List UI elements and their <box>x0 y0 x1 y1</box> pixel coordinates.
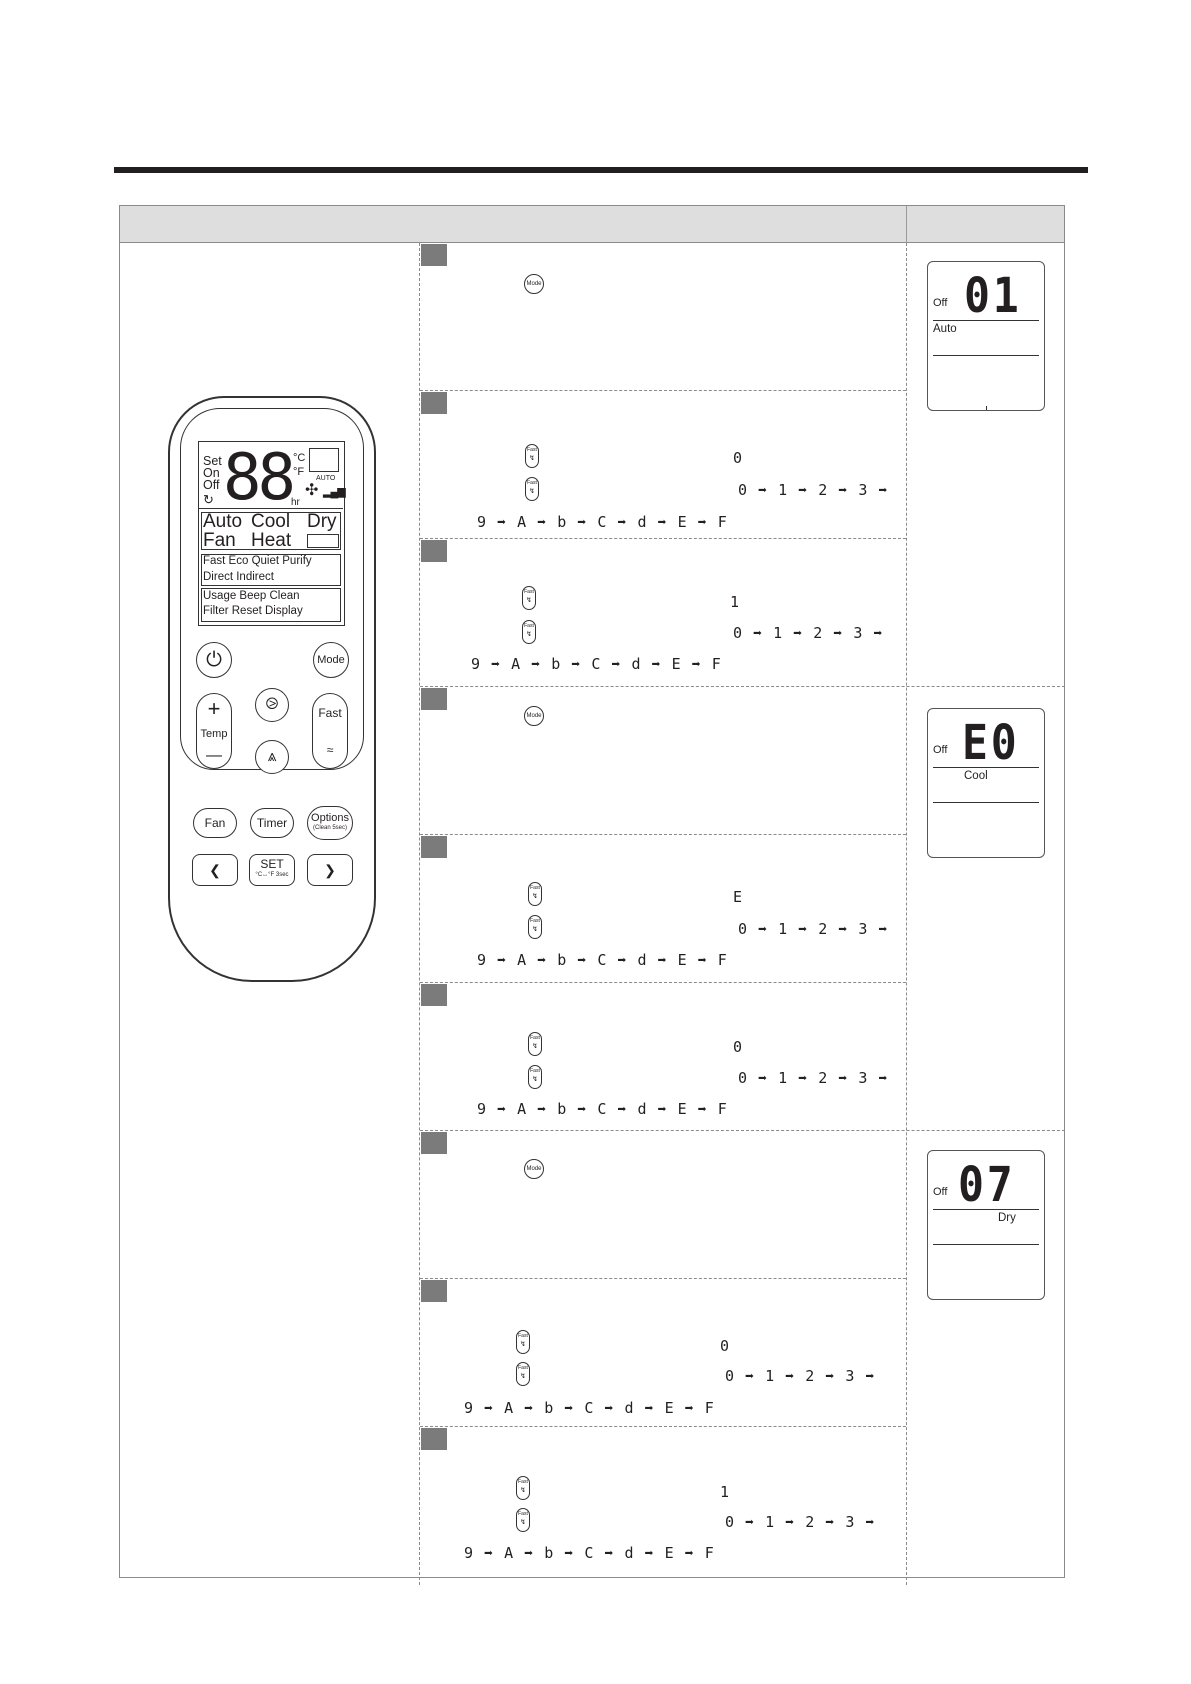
lcd-row-filter: Filter Reset Display <box>203 605 303 617</box>
row-divider <box>420 1426 906 1427</box>
minus-icon: — <box>206 747 222 764</box>
digit-sequence: 9 ➡ A ➡ b ➡ C ➡ d ➡ E ➡ F <box>464 1544 715 1562</box>
row-divider <box>420 982 906 983</box>
lcd-auto-mode: Auto <box>203 511 243 532</box>
display-preview <box>927 261 1045 411</box>
options-button[interactable] <box>307 806 353 840</box>
step-marker <box>421 244 447 266</box>
header-divider <box>906 206 907 243</box>
lcd-row-direct: Direct Indirect <box>203 571 274 583</box>
lcd-deg-c: °C <box>293 452 306 464</box>
row-divider <box>420 538 906 539</box>
row-divider <box>420 390 906 391</box>
step-marker <box>421 392 447 414</box>
lcd-off: Off <box>203 478 220 492</box>
off-label: Off <box>933 297 948 309</box>
digit-sequence: 9 ➡ A ➡ b ➡ C ➡ d ➡ E ➡ F <box>477 513 728 531</box>
lcd-fan-mode: Fan <box>203 530 236 551</box>
fast-button-icon: Fast ↯ <box>516 1508 530 1532</box>
column-divider-right <box>906 243 907 1585</box>
display-code: E0 <box>962 715 1020 771</box>
set-label: SET <box>260 857 284 871</box>
lcd-set: Set <box>203 454 222 468</box>
digit-sequence: 0 ➡ 1 ➡ 2 ➡ 3 ➡ <box>733 624 884 642</box>
fast-button-icon: Fast ↯ <box>522 620 536 644</box>
right-button[interactable]: ❯ <box>307 854 353 886</box>
display-tick <box>986 406 987 410</box>
display-divider <box>933 355 1039 356</box>
digit-sequence: 9 ➡ A ➡ b ➡ C ➡ d ➡ E ➡ F <box>477 951 728 969</box>
digit-sequence: 0 ➡ 1 ➡ 2 ➡ 3 ➡ <box>738 481 889 499</box>
lcd-auto: AUTO <box>316 475 336 482</box>
mode-name: Cool <box>964 770 988 782</box>
digit-sequence: 9 ➡ A ➡ b ➡ C ➡ d ➡ E ➡ F <box>471 655 722 673</box>
fast-button-icon: Fast ↯ <box>525 444 539 468</box>
digit-sequence: 0 ➡ 1 ➡ 2 ➡ 3 ➡ <box>725 1367 876 1385</box>
lcd-row-fast: Fast Eco Quiet Purify <box>203 555 312 567</box>
digit-sequence: 0 ➡ 1 ➡ 2 ➡ 3 ➡ <box>725 1513 876 1531</box>
display-divider <box>933 802 1039 803</box>
digit-sequence: 0 ➡ 1 ➡ 2 ➡ 3 ➡ <box>738 920 889 938</box>
set-button[interactable] <box>249 854 295 886</box>
mode-name: Auto <box>933 323 957 335</box>
fast-label: Fast <box>318 705 342 720</box>
indirect-wind-button[interactable]: ⩓ <box>255 740 289 774</box>
fast-button-icon: Fast ↯ <box>528 1065 542 1089</box>
display-code: 01 <box>964 268 1022 324</box>
lcd-on: On <box>203 466 220 480</box>
digit-value: E <box>733 888 744 906</box>
remote-lcd <box>198 441 345 626</box>
digit-value: 0 <box>733 449 744 467</box>
display-divider <box>933 320 1039 321</box>
digit-value: 1 <box>720 1483 731 1501</box>
digit-sequence: 0 ➡ 1 ➡ 2 ➡ 3 ➡ <box>738 1069 889 1087</box>
lcd-hr: hr <box>291 497 300 508</box>
signal-icon: ▂▄▆ <box>323 486 345 498</box>
lcd-divider <box>199 508 343 509</box>
power-button[interactable]: ⏻ <box>196 642 232 678</box>
mode-button-icon: Mode <box>524 274 544 294</box>
quiet-icon: ≈ <box>326 742 334 757</box>
fast-button-icon: Fast ↯ <box>528 882 542 906</box>
display-preview <box>927 1150 1045 1300</box>
row-divider <box>420 1278 906 1279</box>
off-label: Off <box>933 1186 948 1198</box>
temp-label: Temp <box>200 728 228 740</box>
fast-button-icon: Fast ↯ <box>528 915 542 939</box>
display-code: 07 <box>958 1157 1016 1213</box>
step-marker <box>421 984 447 1006</box>
fast-button-icon: Fast ↯ <box>516 1476 530 1500</box>
step-marker <box>421 1428 447 1450</box>
plus-icon: + <box>207 696 221 721</box>
step-marker <box>421 540 447 562</box>
direct-wind-button[interactable]: ⧁ <box>255 688 289 722</box>
display-preview <box>927 708 1045 858</box>
lcd-deg-f: °F <box>293 466 305 478</box>
step-marker <box>421 1132 447 1154</box>
row-divider <box>420 1130 1065 1131</box>
lcd-digits: 88 <box>223 441 293 515</box>
options-sub: (Clean 5sec) <box>312 825 347 831</box>
top-rule <box>114 167 1088 173</box>
fan-button[interactable]: Fan <box>193 808 237 838</box>
lcd-row-usage: Usage Beep Clean <box>203 590 300 602</box>
column-divider-left <box>419 243 420 1585</box>
temp-button[interactable] <box>196 693 232 769</box>
digit-value: 1 <box>730 593 741 611</box>
step-marker <box>421 688 447 710</box>
fast-button-icon: Fast ↯ <box>516 1330 530 1354</box>
display-divider <box>933 767 1039 768</box>
fast-button[interactable] <box>312 693 348 769</box>
lcd-heat-mode: Heat <box>251 530 292 551</box>
digit-sequence: 9 ➡ A ➡ b ➡ C ➡ d ➡ E ➡ F <box>477 1100 728 1118</box>
fast-button-icon: Fast ↯ <box>528 1032 542 1056</box>
digit-value: 0 <box>720 1337 731 1355</box>
lcd-fast-icon <box>307 534 339 548</box>
lcd-cool-mode: Cool <box>251 511 291 532</box>
step-marker <box>421 836 447 858</box>
digit-sequence: 9 ➡ A ➡ b ➡ C ➡ d ➡ E ➡ F <box>464 1399 715 1417</box>
mode-button-icon: Mode <box>524 1159 544 1179</box>
fast-button-icon: Fast ↯ <box>525 477 539 501</box>
mode-button[interactable]: Mode <box>313 642 349 678</box>
options-label: Options <box>311 812 349 824</box>
set-sub: °C↔°F 3sec <box>255 872 289 878</box>
mode-name: Dry <box>998 1212 1016 1224</box>
timer-button[interactable]: Timer <box>250 808 294 838</box>
table-header <box>120 206 1064 243</box>
step-marker <box>421 1280 447 1302</box>
fan-icon: ✣ <box>305 482 319 499</box>
row-divider <box>420 834 906 835</box>
mode-button-icon: Mode <box>524 706 544 726</box>
fast-button-icon: Fast ↯ <box>516 1362 530 1386</box>
lcd-swing-icon: ↻ <box>203 492 214 507</box>
display-divider <box>933 1244 1039 1245</box>
fast-button-icon: Fast ↯ <box>522 586 536 610</box>
lcd-dry-mode: Dry <box>307 511 337 532</box>
row-divider <box>420 686 1065 687</box>
display-divider <box>933 1209 1039 1210</box>
battery-icon <box>309 448 339 472</box>
left-button[interactable]: ❮ <box>192 854 238 886</box>
off-label: Off <box>933 744 948 756</box>
digit-value: 0 <box>733 1038 744 1056</box>
